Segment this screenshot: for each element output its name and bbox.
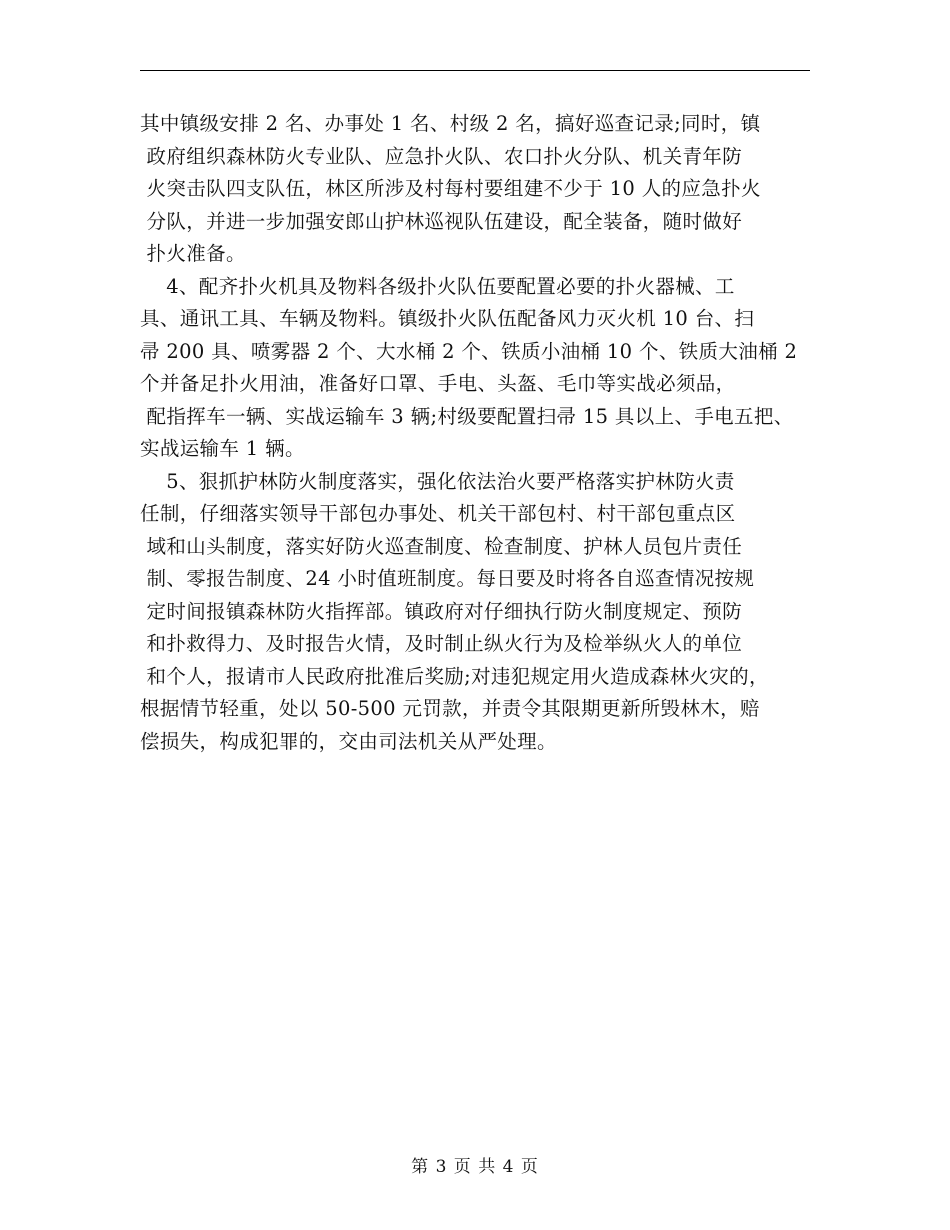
text-line: 分队，并进一步加强安郎山护林巡视队伍建设，配全装备，随时做好 [140,209,743,233]
text-line: 任制，仔细落实领导干部包办事处、机关干部包村、村干部包重点区 [140,502,736,525]
body-text [140,108,840,758]
text-line: 帚 200 具、喷雾器 2 个、大水桶 2 个、铁质小油桶 10 个、铁质大油桶 2 [140,339,798,363]
text-line: 政府组织森林防火专业队、应急扑火队、农口扑火分队、机关青年防 [140,144,743,168]
text-line: 实战运输车 1 辆。 [140,437,305,460]
text-line: 制、零报告制度、24 小时值班制度。每日要及时将各自巡查情况按规 [140,567,755,590]
header-rule [140,70,810,71]
page-number-footer: 第 3 页 共 4 页 [411,1157,539,1177]
text-line: 火突击队四支队伍，林区所涉及村每村要组建不少于 10 人的应急扑火 [140,177,761,200]
text-line: 偿损失，构成犯罪的，交由司法机关从严处理。 [140,729,557,753]
text-line: 5、狠抓护林防火制度落实，强化依法治火要严格落实护林防火责 [140,469,735,493]
text-line: 扑火准备。 [140,242,246,265]
text-line: 4、配齐扑火机具及物料各级扑火队伍要配置必要的扑火器械、工 [140,274,735,298]
text-line: 个并备足扑火用油，准备好口罩、手电、头盔、毛巾等实战必须品， [140,372,736,395]
text-line: 和扑救得力、及时报告火情，及时制止纵火行为及检举纵火人的单位 [140,632,743,655]
text-line: 配指挥车一辆、实战运输车 3 辆;村级要配置扫帚 15 具以上、手电五把、 [140,404,794,428]
text-line: 根据情节轻重，处以 50-500 元罚款，并责令其限期更新所毁林木，赔 [140,697,760,720]
text-line: 定时间报镇森林防火指挥部。镇政府对仔细执行防火制度规定、预防 [140,599,743,623]
text-line: 和个人，报请市人民政府批准后奖励;对违犯规定用火造成森林火灾的， [140,664,769,688]
text-line: 具、通讯工具、车辆及物料。镇级扑火队伍配备风力灭火机 10 台、扫 [140,307,755,330]
text-line: 其中镇级安排 2 名、办事处 1 名、村级 2 名，搞好巡查记录;同时，镇 [140,112,761,135]
text-line: 域和山头制度，落实好防火巡查制度、检查制度、护林人员包片责任 [140,534,743,558]
